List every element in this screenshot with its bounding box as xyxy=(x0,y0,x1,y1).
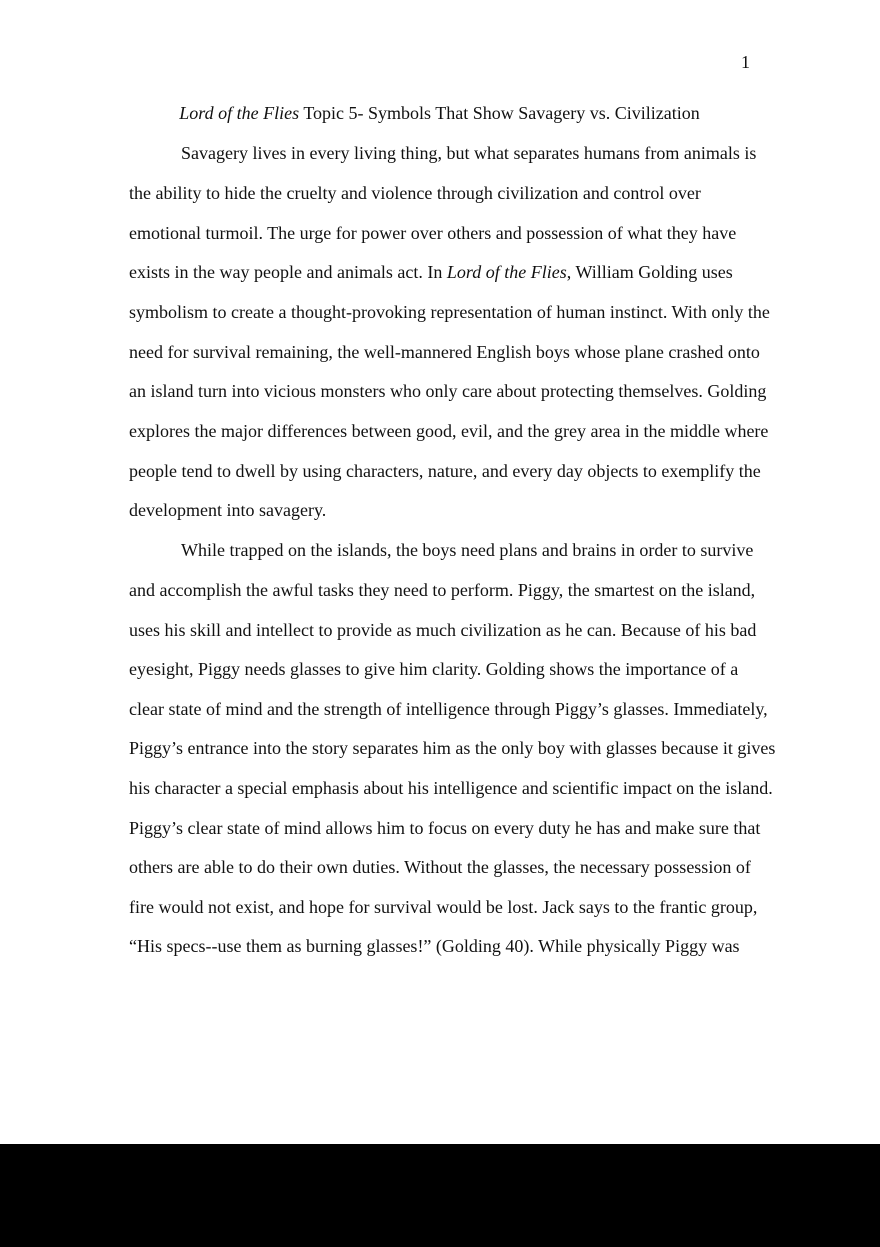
paragraph-line: development into savagery. xyxy=(129,500,327,520)
paragraph-line: “His specs--use them as burning glasses!” (Golding 40). While physically Piggy was xyxy=(129,936,740,956)
paragraph-line: explores the major differences between good, evil, and the grey area in the middle where xyxy=(129,421,769,441)
paragraph-line: uses his skill and intellect to provide as much civilization as he can. Because of his bad xyxy=(129,620,757,640)
paragraph-line: clear state of mind and the strength of intelligence through Piggy’s glasses. Immediately, xyxy=(129,699,768,719)
line-text: , William Golding uses xyxy=(566,262,733,282)
paragraph-line: fire would not exist, and hope for survival would be lost. Jack says to the frantic group, xyxy=(129,897,758,917)
paragraph-line: While trapped on the islands, the boys need plans and brains in order to survive xyxy=(181,540,754,560)
bottom-black-bar xyxy=(0,1144,880,1247)
paragraph-line: others are able to do their own duties. Without the glasses, the necessary possession of xyxy=(129,857,751,877)
paragraph-line: an island turn into vicious monsters who only care about protecting themselves. Golding xyxy=(129,381,767,401)
title-book-name: Lord of the Flies xyxy=(179,103,300,123)
page-number: 1 xyxy=(741,52,750,72)
paragraph-line: symbolism to create a thought-provoking representation of human instinct. With only the xyxy=(129,302,770,322)
paragraph-line xyxy=(129,261,733,283)
paragraph-line: eyesight, Piggy needs glasses to give him clarity. Golding shows the importance of a xyxy=(129,659,739,679)
paragraph-line: emotional turmoil. The urge for power over others and possession of what they have xyxy=(129,223,737,243)
paragraph-line: his character a special emphasis about his intelligence and scientific impact on the island. xyxy=(129,778,773,798)
paragraph-line: and accomplish the awful tasks they need to perform. Piggy, the smartest on the island, xyxy=(129,580,756,600)
title-topic: Topic 5- Symbols That Show Savagery vs. Civilization xyxy=(299,103,700,123)
paragraph-line: Piggy’s clear state of mind allows him to focus on every duty he has and make sure that xyxy=(129,818,761,838)
essay-title xyxy=(129,102,750,124)
paragraph-line: Savagery lives in every living thing, but what separates humans from animals is xyxy=(181,143,757,163)
book-title-italic: Lord of the Flies xyxy=(446,262,567,282)
paragraph-line: need for survival remaining, the well-mannered English boys whose plane crashed onto xyxy=(129,342,760,362)
paragraph-line: the ability to hide the cruelty and violence through civilization and control over xyxy=(129,183,701,203)
paragraph-line: people tend to dwell by using characters, nature, and every day objects to exemplify the xyxy=(129,461,761,481)
line-text: exists in the way people and animals act. In xyxy=(129,262,447,282)
paragraph-line: Piggy’s entrance into the story separates him as the only boy with glasses because it gives xyxy=(129,738,776,758)
